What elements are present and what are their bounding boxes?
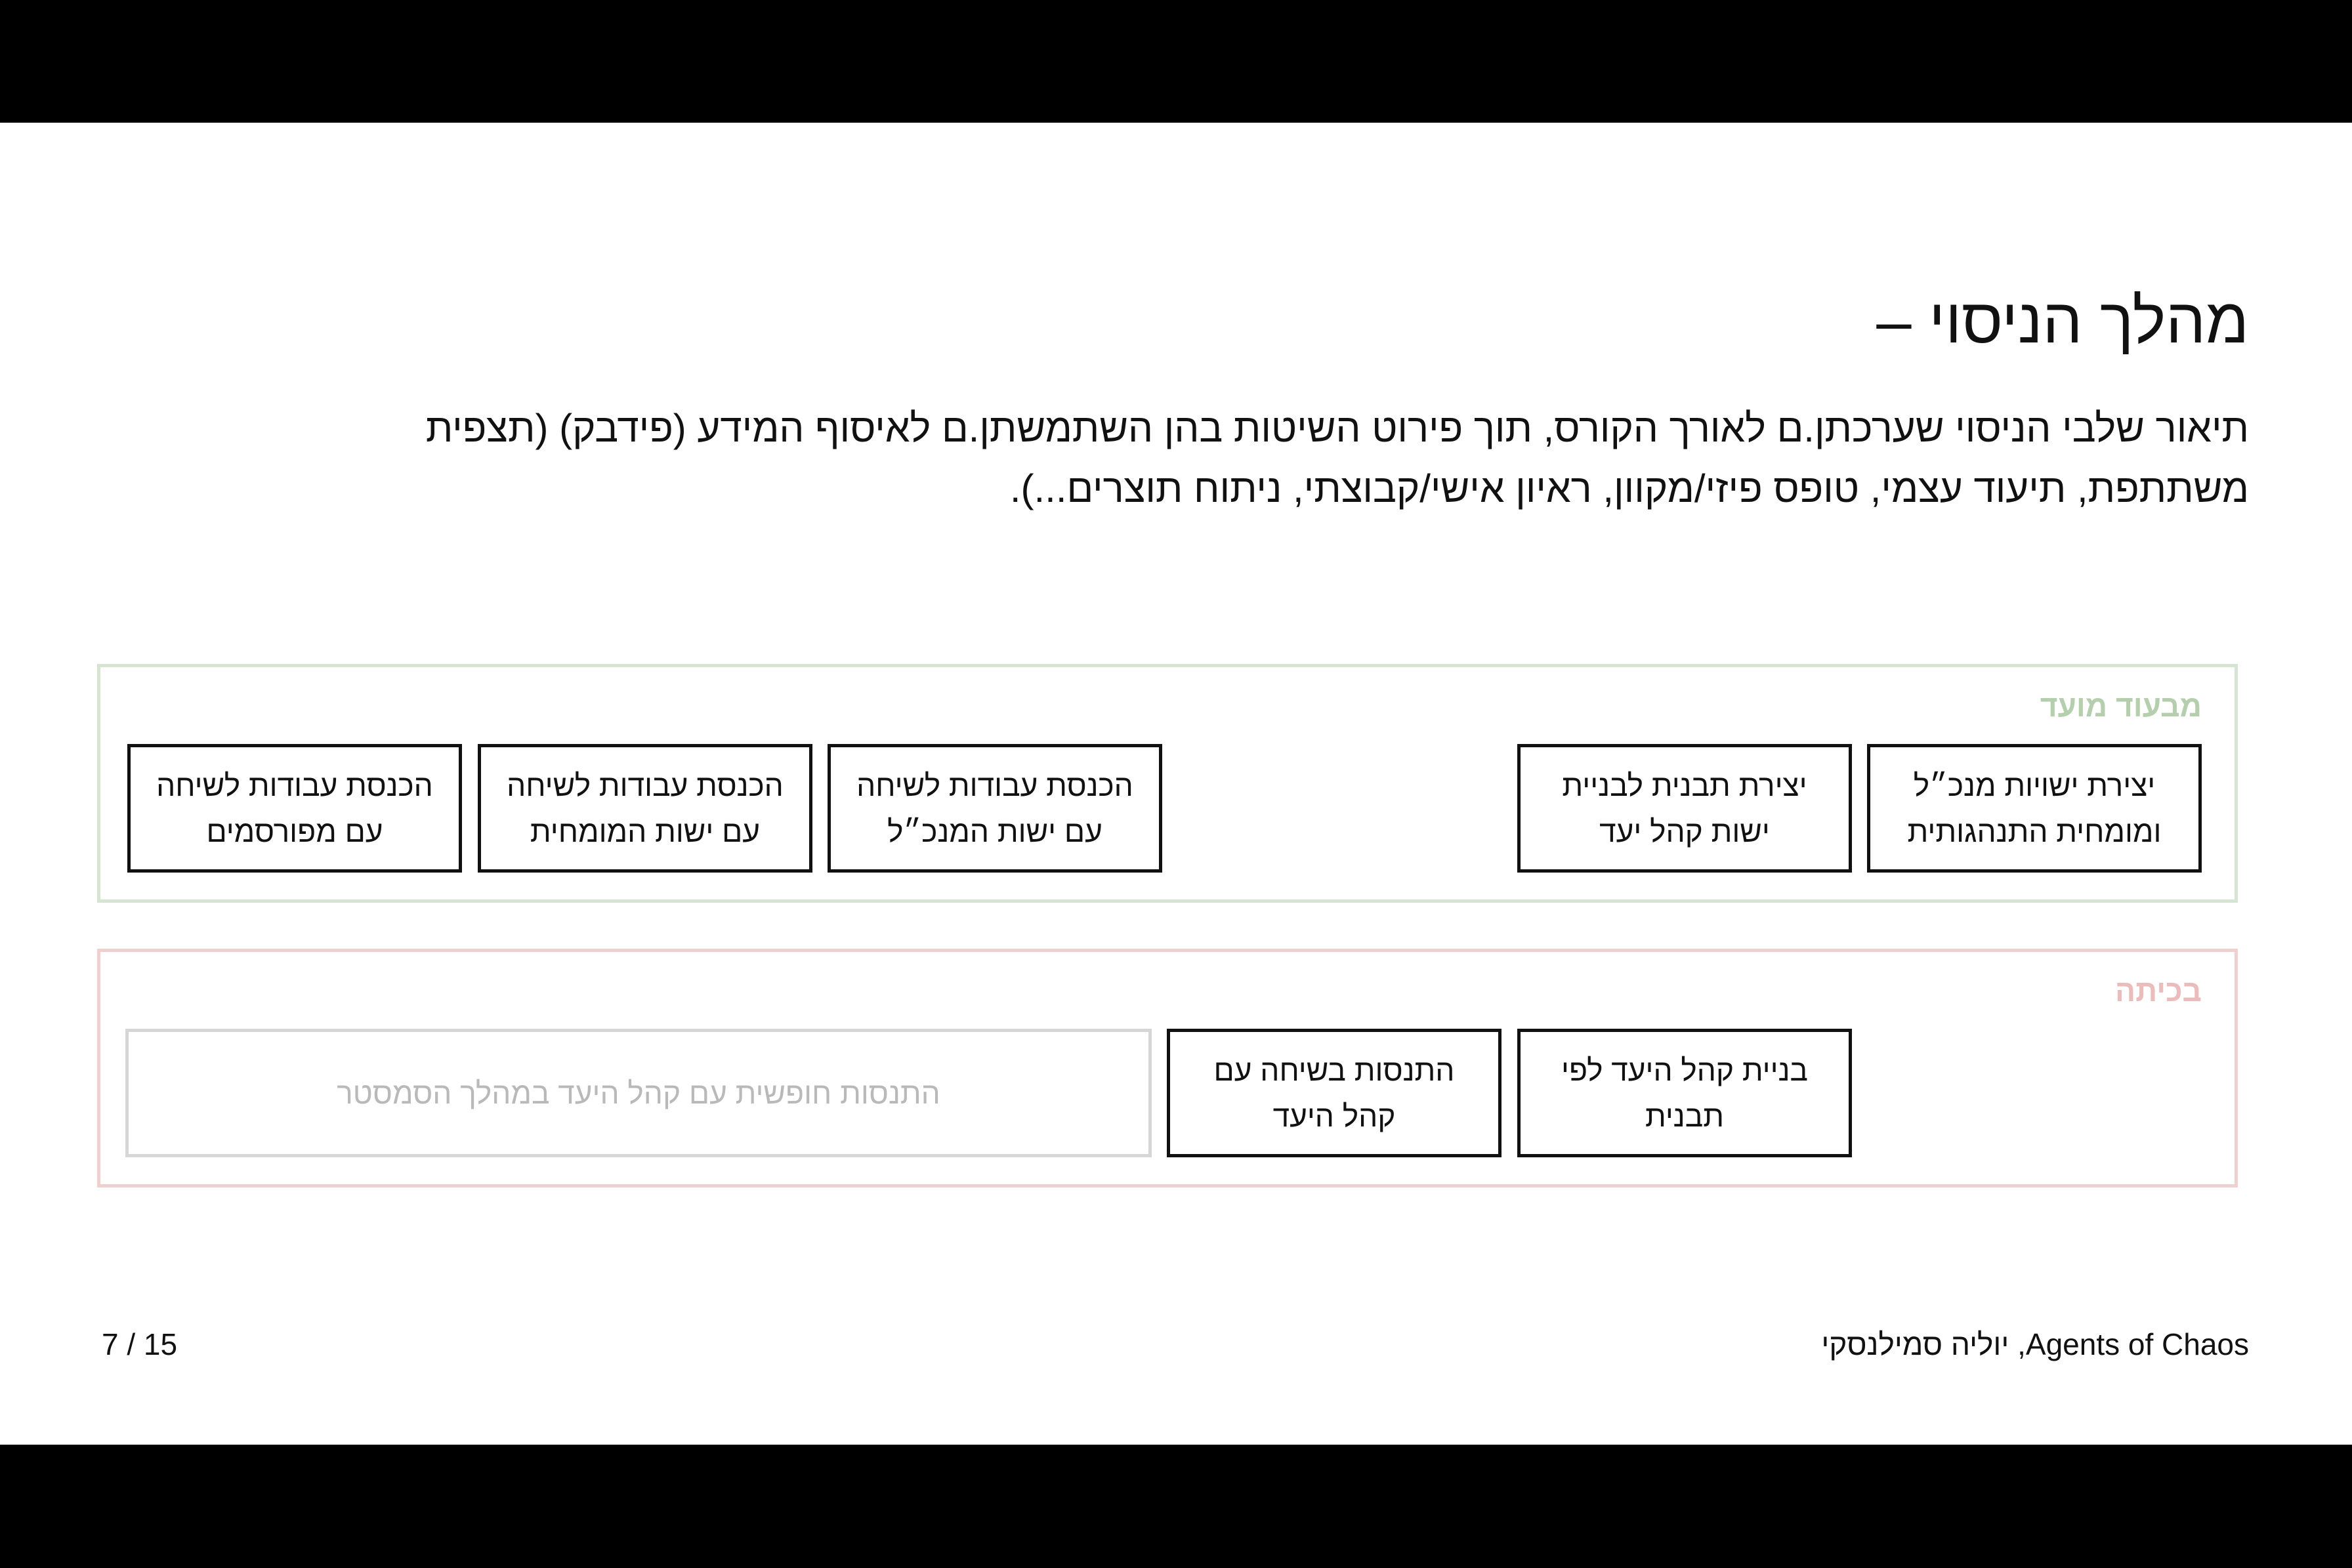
- footer-author: Agents of Chaos, יוליה סמילנסקי: [1821, 1327, 2249, 1361]
- step-create-ceo-and-expert-entities: יצירת ישויות מנכ״ל ומומחית התנהגותית: [1867, 744, 2202, 873]
- page-number: 7 / 15: [102, 1327, 178, 1361]
- section-in-class: [97, 949, 2238, 1187]
- step-free-practice-during-semester: התנסות חופשית עם קהל היעד במהלך הסמסטר: [125, 1029, 1152, 1157]
- step-build-audience-from-template: בניית קהל היעד לפי תבנית: [1517, 1029, 1852, 1157]
- section-label-planned: מבעוד מועד: [2040, 689, 2202, 723]
- top-letterbox-bar: [0, 0, 2352, 123]
- step-input-work-celebrities: הכנסת עבודות לשיחה עם מפורסמים: [127, 744, 462, 873]
- slide-title: מהלך הניסוי –: [1876, 286, 2249, 356]
- step-input-work-expert-entity: הכנסת עבודות לשיחה עם ישות המומחית: [478, 744, 812, 873]
- step-input-work-ceo-entity: הכנסת עבודות לשיחה עם ישות המנכ״ל: [828, 744, 1162, 873]
- bottom-letterbox-bar: [0, 1445, 2352, 1568]
- slide-description: תיאור שלבי הניסוי שערכתן.ם לאורך הקורס, תוך פירוט השיטות בהן השתמשתן.ם לאיסוף המידע (פידבק) (תצפית משתתפת, תיעוד עצמי, טופס פיזי/מקוון, ראיון אישי/קבוצתי, ניתוח תוצרים...).: [425, 406, 2249, 510]
- section-label-in-class: בכיתה: [2115, 974, 2202, 1008]
- step-create-audience-template: יצירת תבנית לבניית ישות קהל יעד: [1517, 744, 1852, 873]
- step-practice-chat-with-audience: התנסות בשיחה עם קהל היעד: [1167, 1029, 1502, 1157]
- slide: [0, 123, 2352, 1445]
- section-planned-in-advance: [97, 664, 2238, 903]
